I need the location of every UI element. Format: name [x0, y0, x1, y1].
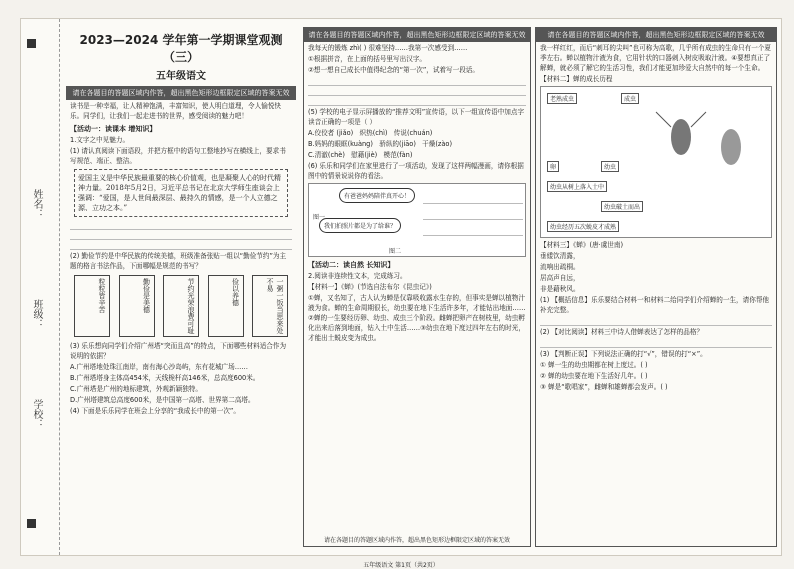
diagram-label: 卵: [547, 161, 559, 172]
answer-line[interactable]: [70, 220, 292, 230]
diagram-label: 成虫: [621, 93, 639, 104]
option-b: B.广州塔塔身主体高454米，天线桅杆高146米，总高度600米。: [70, 374, 260, 382]
page-subtitle: 五年级语文: [156, 71, 206, 82]
cicada-lifecycle-diagram: [540, 86, 772, 238]
answer-line[interactable]: [70, 240, 292, 250]
question-text: (6) 乐乐和同学们在家里进行了一项活动，发现了这样两幅漫画，请你根据图中的情景说说你的看法。: [308, 162, 524, 180]
binding-margin: [21, 19, 60, 555]
page-title: 2023—2024 学年第一学期课堂观测（三）: [79, 33, 283, 64]
column-2: [303, 27, 531, 547]
calligraphy-card[interactable]: 节约光荣浪费可耻: [163, 275, 199, 337]
exam-sheet: [20, 18, 782, 569]
poem-line: 流响出疏桐。: [540, 263, 580, 271]
question-text: (1) 【概括信息】乐乐要结合材料一和材料二给同学们介绍蝉的一生，请你帮他补充完整。: [540, 296, 770, 314]
column-3: [535, 27, 777, 547]
calligraphy-cards: [74, 275, 288, 337]
diagram-label: 幼虫从树上落入土中: [547, 181, 607, 192]
question-text: (2) 勤俭节约是中华民族的传统美德，班级准备张贴一组以“勤俭节约”为主题的格言书法作品，下面哪幅是规范的书写？: [70, 252, 287, 270]
material-title: 【材料一】《蝉》(节选自法布尔《昆虫记》): [308, 283, 432, 291]
copy-quote-box: 爱国主义是中华民族最重要的核心价值观，也是凝聚人心的时代精神力量。2018年5月2日，习近平总书记在北京大学师生座谈会上强调：“爱国，是人世间最深层、最持久的情感，是一个人立德之源、立功之本。”: [74, 169, 288, 217]
answer-zone-banner: 请在各题目的答题区域内作答，超出黑色矩形边框限定区域的答案无效: [66, 86, 296, 100]
calligraphy-card[interactable]: 一粥一饭当思来处不易: [252, 275, 288, 337]
cicada-icon: [651, 107, 771, 177]
pinyin-text: 我每天的锻炼 zhì( ) 很难坚持……我第一次感受到……: [308, 44, 468, 52]
option-b: B.妈妈的眼眶(kuàng) 骄纵的(jiāo) 干燥(zào): [308, 140, 453, 148]
intro-text: 读书是一种幸福，让人精神饱满，丰富知识，使人明白道理，令人愉悦快乐。同学们，让我们一起走进书的世界，感受阅读的魅力吧！: [70, 102, 281, 120]
poem-line: 垂緌饮清露，: [540, 252, 580, 260]
answer-line[interactable]: [308, 86, 526, 96]
option-c: C.清澈(chè) 慰藉(jiè) 模范(fàn): [308, 151, 413, 159]
calligraphy-card[interactable]: 粒粒皆辛苦: [74, 275, 110, 337]
section-heading: 【活动一：读课本 增知识】: [70, 125, 157, 133]
speech-bubble: 有爸爸妈妈陪伴真开心！: [339, 188, 415, 203]
option-c: C.广州塔是广州的地标建筑，外观新颖独特。: [70, 385, 202, 393]
question-text: (5) 学校的电子显示屏播放的“推荐文明”宣传语，以下一组宣传语中加点字读音正确的一项是（ ）: [308, 108, 525, 126]
answer-line[interactable]: [540, 338, 772, 348]
school-label: 学校：: [31, 399, 42, 429]
column-1: [66, 27, 296, 545]
answer-line[interactable]: [308, 96, 526, 106]
question-text: (1) 请认真阅读下面语段，并把方框中的语句工整地抄写在横线上，要求书写规范、端正、整洁。: [70, 147, 286, 165]
figure-label: 图二: [389, 248, 402, 255]
answer-zone-banner: 请在各题目的答题区域内作答，超出黑色矩形边框限定区域的答案无效: [536, 28, 776, 42]
answer-line[interactable]: [70, 230, 292, 240]
option-a: A.广州塔地处珠江南岸，南有海心沙岛屿，东有花城广场……: [70, 363, 248, 371]
figure-label: 图一: [313, 214, 326, 221]
calligraphy-card[interactable]: 俭以养德: [208, 275, 244, 337]
judge-item[interactable]: ③ 蝉是“歌唱家”，雌蝉和雄蝉都会发声。( ): [540, 383, 668, 391]
page-number: 五年级语文 第1页（共2页）: [363, 562, 439, 569]
option-a: A.佼佼者 (jiǎo) 炽热(chì) 传说(chuán): [308, 129, 433, 137]
section-heading: 【活动二：读自然 长知识】: [308, 261, 395, 269]
question-label: ②想一想自己成长中值得纪念的“第一次”，试着写一段话。: [308, 66, 479, 74]
question-text: (4) 下面是乐乐同学在班会上分享的“我成长中的第一次”。: [70, 407, 240, 415]
material-title: 【材料二】蝉的成长历程: [540, 75, 613, 83]
passage-text: ①蝉，又名知了，古人认为蝉是仅靠吸收露水生存的，但事实是蝉以植物汁液为食。蝉的生命周期很长，幼虫要在地下生活许多年，才能钻出地面……②蝉的一生要经历卵、幼虫、成虫三个阶段。雌蝉把卵产在树枝里，幼虫孵化出来后落到地面，钻入土中生活……③幼虫在地下度过四年左右的时光，才能出土蜕皮变为成虫。: [308, 294, 526, 342]
answer-line[interactable]: [423, 226, 523, 236]
speech-bubble: 我们拍照片都是为了给谁？: [319, 218, 401, 233]
answer-line[interactable]: [423, 210, 523, 220]
poem-line: 非是藉秋风。: [540, 285, 580, 293]
judge-item[interactable]: ① 蝉一生的幼虫期都在树上度过。( ): [540, 361, 648, 369]
footer-banner: 请在各题目的答题区域内作答，超出黑色矩形边框限定区域的答案无效: [323, 537, 510, 544]
question-text: (2) 【对比阅读】材料三中诗人借蝉表达了怎样的品格？: [540, 328, 704, 336]
question-label: ①根据拼音，在上面的括号里写出汉字。: [308, 55, 427, 63]
cartoon-figure: [308, 183, 526, 257]
diagram-label: 老熟成虫: [547, 93, 577, 104]
question-text: (3) 【判断正误】下列说法正确的打“√”，错误的打“×”。: [540, 350, 707, 358]
answer-zone-banner: 请在各题目的答题区域内作答，超出黑色矩形边框限定区域的答案无效: [304, 28, 530, 42]
class-label: 班级：: [31, 299, 42, 329]
corner-mark: [27, 519, 36, 528]
material-title: 【材料三】《蝉》(唐·虞世南): [540, 241, 624, 249]
question-label: 1.文字之中见魅力。: [70, 136, 130, 144]
poem-line: 居高声自远，: [540, 274, 580, 282]
answer-line[interactable]: [423, 194, 523, 204]
question-text: (3) 乐乐想向同学们介绍广州塔“突而且高”的特点，下面哪些材料适合作为说明的依据？: [70, 342, 287, 360]
calligraphy-card[interactable]: 勤俭是美德: [119, 275, 155, 337]
question-label: 2.阅读非连续性文本，完成练习。: [308, 272, 407, 280]
answer-line[interactable]: [308, 76, 526, 86]
diagram-label: 幼虫经历五次蜕皮才成熟: [547, 221, 619, 232]
option-d: D.广州塔建筑总高度600米，是中国第一高塔、世界第二高塔。: [70, 396, 255, 404]
judge-item[interactable]: ② 蝉的幼虫要在地下生活好几年。( ): [540, 372, 648, 380]
corner-mark: [27, 39, 36, 48]
answer-line[interactable]: [540, 316, 772, 326]
diagram-label: 幼虫: [601, 161, 619, 172]
name-label: 姓名：: [31, 189, 42, 219]
diagram-label: 幼虫破土而出: [601, 201, 643, 212]
passage-text: 我一样红红，而后“刺耳的尖叫”也可称为高歌，几乎所有成虫的生命只有一个夏季左右。蝉以植物汁液为食，它用针状的口器刺入树皮吸取汁液。④要想真正了解蝉，就必须了解它的生活习性，我们才能更加珍爱大自然中的每一个生命。: [540, 44, 772, 72]
